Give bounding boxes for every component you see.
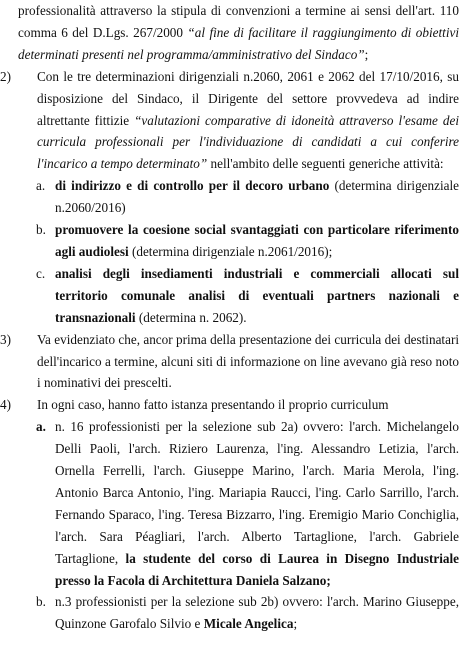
sub-text: n. 16 professionisti per la selezione sub 2a) ovvero: l'arch. Michelangelo Delli Paoli, l'arch. Riziero Laurenza, l'ing. Alessandro Letizia, l'arch. Ornella Ferrelli, l'arch. Giuseppe Marino, l'arch. Maria Merola, l'ing. Antonio Barca Antonio, l'ing. Mariapia Raucci, l'ing. Carlo Sarrillo, l'arch. Fernando Sparaco, l'ing. Teresa Bizzarro, l'ing. Eremigio Mario Conchiglia, l'arch. Sara Péagliari, l'arch. Alberto Tartaglione, l'arch. Gabriele Tartaglione, (55, 419, 459, 566)
sub-letter: b. (36, 594, 46, 610)
sub-item-2c (18, 263, 459, 329)
sub-bold-text: promuovere la coesione social svantaggiati con particolare riferimento agli audiolesi (55, 222, 459, 259)
intro-paragraph (18, 0, 459, 66)
sub-text: (determina dirigenziale n.2060/2016) (55, 178, 460, 216)
sub-item-4a (18, 416, 459, 591)
list-item-2 (0, 66, 459, 176)
sub-text: n.3 professionisti per la selezione sub 2b) ovvero: l'arch. Marino Giuseppe, Quinzone Garofalo Silvio e (55, 594, 459, 632)
item2-text: Con le tre determinazioni dirigenziali n.2060, 2061 e 2062 del 17/10/2016, su disposizione del Sindaco, il Dirigente del settore provvedeva ad indire altrettante fittizie (37, 68, 459, 128)
item-number: 3) (0, 331, 11, 347)
intro-text: professionalità attraverso la stipula di convenzioni a termine ai sensi dell'art. 110 comma 6 del D.Lgs. 267/2000 (18, 3, 459, 40)
item3-text: Va evidenziato che, ancor prima della presentazione dei curricula dei destinatari dell'incarico a termine, alcuni siti di informazione on line avevano già reso noto i nominativi dei prescelti. (37, 331, 459, 391)
sub-item-4b (18, 591, 459, 635)
list-item-4 (0, 394, 459, 416)
item2-quote: “valutazioni comparative di idoneità attraverso l'esame dei curricula professionali per l'individuazione di candidati a cui conferire l'incarico a tempo determinato” (37, 112, 459, 172)
sub-bold-text: di indirizzo e di controllo per il decoro urbano (55, 178, 330, 194)
sub-item-2b (18, 219, 459, 263)
sub-text: (determina dirigenziale n.2061/2016); (128, 243, 333, 259)
sub-text-end: ; (293, 616, 298, 632)
intro-text-end: ; (364, 46, 369, 62)
sub-letter: a. (36, 178, 46, 194)
sub-bold-text: Micale Angelica (203, 616, 294, 632)
sub-text: (determina n. 2062). (135, 309, 247, 325)
intro-quote: “al fine di facilitare il raggiungimento di obiettivi determinati presenti nel programma/amministrativo del Sindaco” (18, 24, 459, 62)
sub-item-2a (18, 175, 459, 219)
sub-bold-text: la studente del corso di Laurea in Disegno Industriale presso la Facola di Architettura Daniela Salzano; (55, 550, 459, 588)
list-item-3 (0, 329, 459, 395)
sub-letter: a. (36, 419, 46, 435)
item4-text: In ogni caso, hanno fatto istanza presentando il proprio curriculum (37, 397, 389, 413)
sub-bold-text: analisi degli insediamenti industriali e commerciali allocati sul territorio comunale analisi di eventuali partners nazionali e transnazionali (55, 265, 459, 325)
sub-letter: c. (36, 265, 46, 281)
item2-text-end: nell'ambito delle seguenti generiche attività: (207, 156, 444, 172)
item-number: 4) (0, 397, 11, 413)
sub-letter: b. (36, 222, 46, 238)
item-number: 2) (0, 68, 11, 84)
